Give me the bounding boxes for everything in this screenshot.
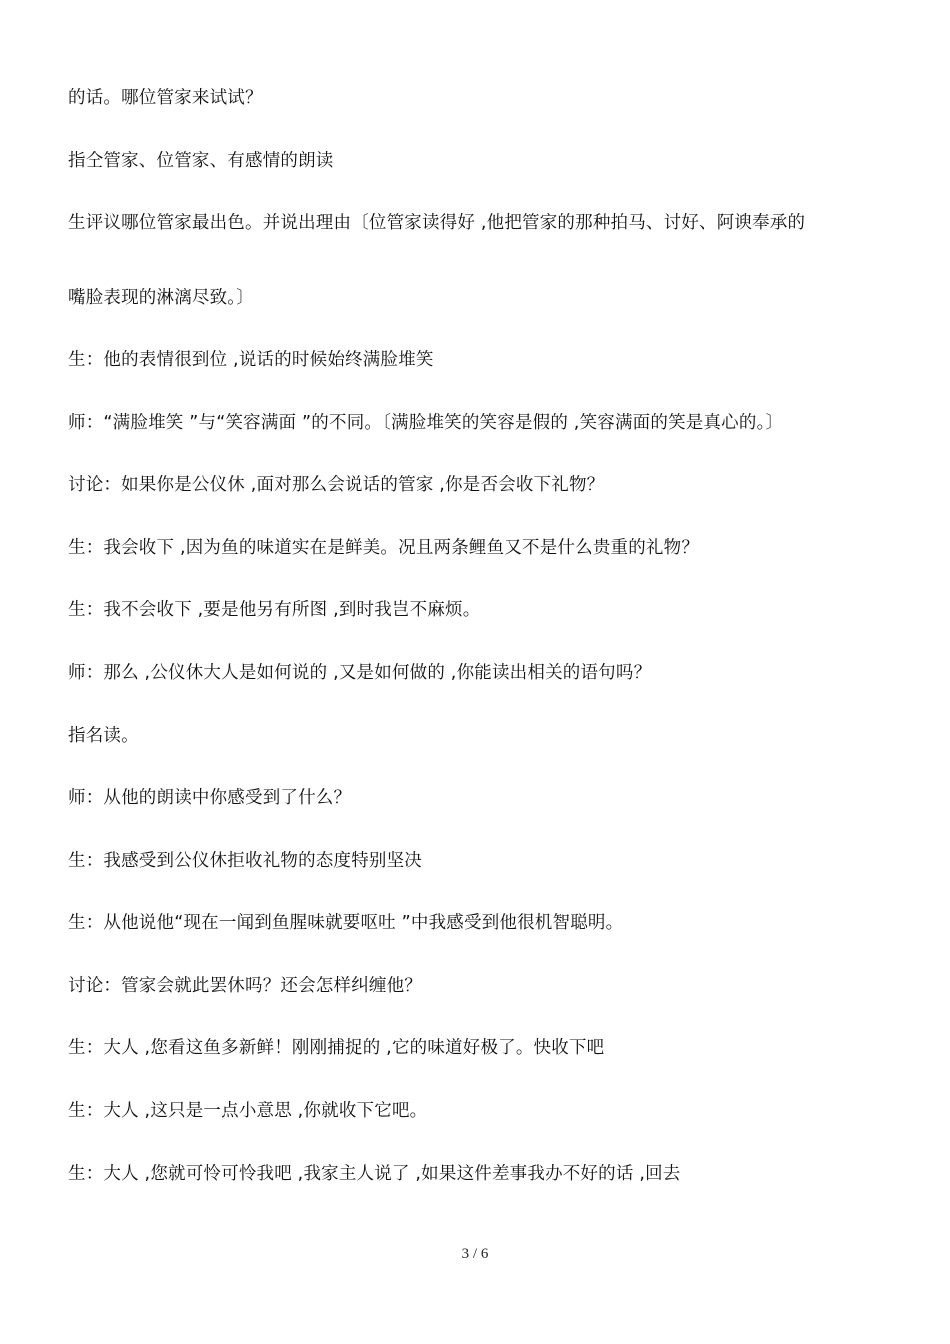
page-number: 3 / 6: [461, 1246, 489, 1262]
text-line: 师：从他的朗读中你感受到了什么？: [68, 788, 352, 808]
text-line: 讨论：管家会就此罢休吗？还会怎样纠缠他？: [68, 976, 422, 996]
text-line: 师：那么 ,公仪休大人是如何说的 ,又是如何做的 ,你能读出相关的语句吗？: [68, 663, 652, 683]
text-line: 指名读。: [68, 726, 139, 746]
text-line: 生：从他说他“现在一闻到鱼腥味就要呕吐 ”中我感受到他很机智聪明。: [68, 913, 624, 933]
text-line: 生：大人 ,您看这鱼多新鲜！刚刚捕捉的 ,它的味道好极了。快收下吧: [68, 1038, 605, 1058]
text-line: 生：大人 ,您就可怜可怜我吧 ,我家主人说了 ,如果这件差事我办不好的话 ,回去: [68, 1164, 681, 1184]
text-line: 嘴脸表现的淋漓尽致。〕: [68, 288, 254, 308]
text-line: 生：大人 ,这只是一点小意思 ,你就收下它吧。: [68, 1101, 428, 1121]
text-line: 师：“满脸堆笑 ”与“笑容满面 ”的不同。〔满脸堆笑的笑容是假的 ,笑容满面的笑是真心的。〕: [68, 413, 784, 433]
text-line: 生：他的表情很到位 ,说话的时候始终满脸堆笑: [68, 350, 434, 370]
text-line: 的话。哪位管家来试试？: [68, 88, 263, 108]
text-line: 生评议哪位管家最出色。并说出理由〔位管家读得好 ,他把管家的那种拍马、讨好、阿谀奉承的: [68, 213, 806, 233]
text-line: 讨论：如果你是公仪休 ,面对那么会说话的管家 ,你是否会收下礼物？: [68, 475, 605, 495]
text-line: 指仝管家、位管家、有感情的朗读: [68, 151, 334, 171]
text-line: 生：我不会收下 ,要是他另有所图 ,到时我岂不麻烦。: [68, 600, 481, 620]
text-line: 生：我会收下 ,因为鱼的味道实在是鲜美。况且两条鲤鱼又不是什么贵重的礼物？: [68, 538, 700, 558]
text-line: 生：我感受到公仪休拒收礼物的态度特别坚决: [68, 851, 422, 871]
